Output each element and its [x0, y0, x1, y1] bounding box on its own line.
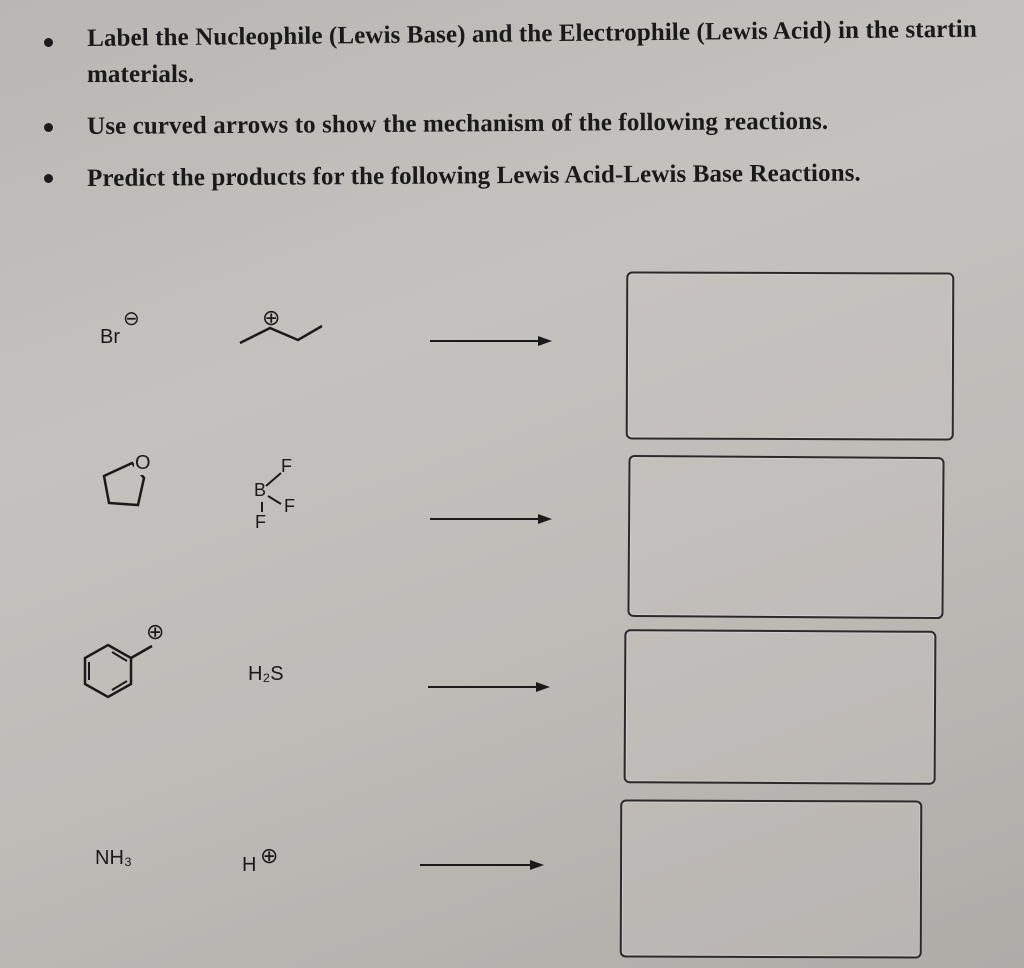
bf3-fluorine-right: F: [284, 496, 295, 516]
cation-charge: ⊕: [146, 619, 165, 644]
instruction-2: Use curved arrows to show the mechanism of the following reactions.: [87, 107, 829, 140]
proton-label: H: [242, 854, 257, 876]
instruction-3: Predict the products for the following Lewis Acid-Lewis Base Reactions.: [87, 159, 861, 192]
bf3-boron-label: B: [254, 480, 267, 500]
ammonia-label: NH₃: [95, 847, 133, 869]
carbocation-charge: ⊕: [262, 305, 281, 330]
answer-box-1[interactable]: [626, 271, 955, 440]
bullet-2: [44, 123, 53, 132]
proton-charge: ⊕: [260, 843, 279, 868]
instruction-1: Label the Nucleophile (Lewis Base) and the Electrophile (Lewis Acid) in the startin: [87, 15, 978, 52]
answer-box-3[interactable]: [624, 629, 937, 785]
answer-box-2[interactable]: [627, 455, 944, 619]
bf3-fluorine-bottom: F: [255, 512, 266, 532]
bullet-3: [44, 174, 53, 183]
instruction-1-continued: materials.: [87, 61, 195, 88]
bromide-charge: ⊖: [123, 308, 140, 330]
thf-oxygen-label: O: [135, 452, 151, 474]
bullet-1: [44, 38, 53, 47]
bromide-label: Br: [100, 326, 120, 348]
reaction-arrow-4: [0, 0, 1, 1]
hydrogen-sulfide-label: H₂S: [248, 663, 284, 685]
answer-box-4[interactable]: [620, 799, 923, 958]
bf3-fluorine-top: F: [281, 456, 292, 476]
